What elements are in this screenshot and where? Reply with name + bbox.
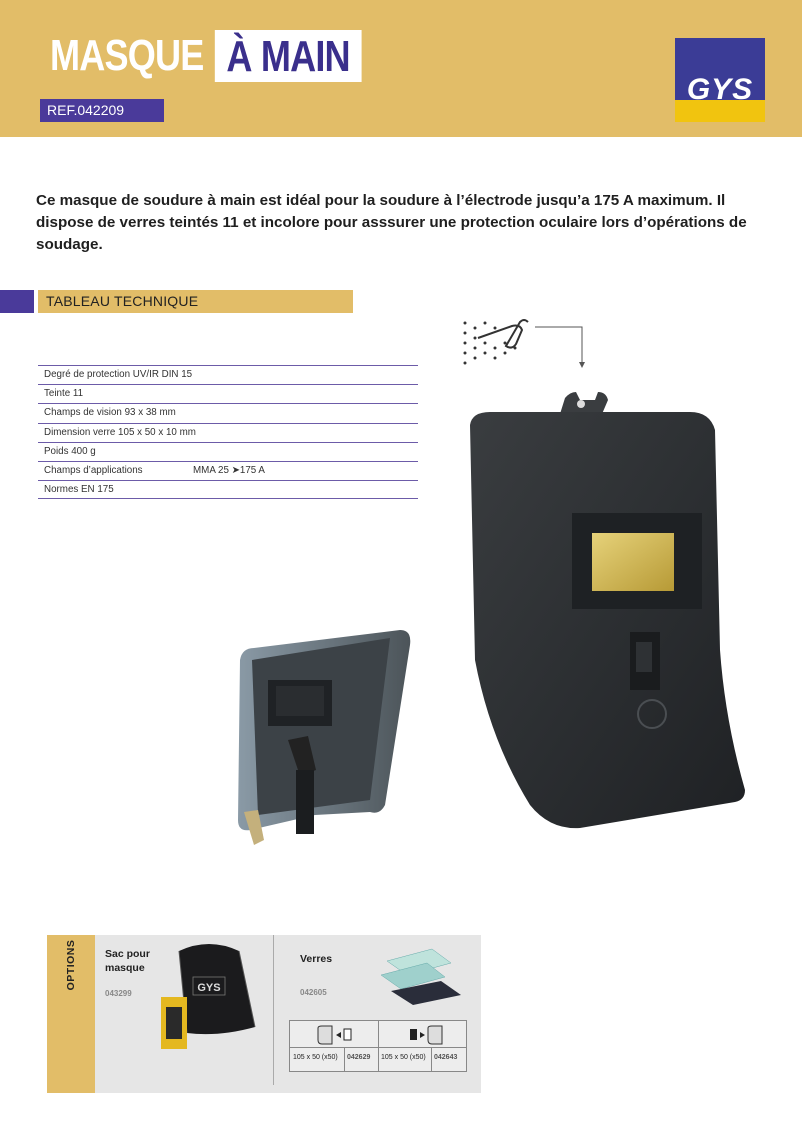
options-tab	[47, 935, 95, 1093]
options-divider	[273, 935, 274, 1085]
sac-name: Sac pour masque	[105, 948, 150, 974]
verres-size: 105 x 50 (x50)	[293, 1054, 338, 1061]
verres-size: 105 x 50 (x50)	[381, 1054, 426, 1061]
bag-image	[159, 941, 259, 1049]
section-title: TABLEAU TECHNIQUE	[38, 290, 353, 313]
glass-insert-icon	[314, 1024, 356, 1046]
reference-badge: REF.042209	[40, 99, 164, 122]
section-marker	[0, 290, 34, 313]
spec-row: Degré de protection UV/IR DIN 15	[38, 365, 418, 384]
gys-logo	[675, 38, 765, 122]
gys-logo-text: GYS	[686, 73, 754, 106]
spec-row: Dimension verre 105 x 50 x 10 mm	[38, 423, 418, 442]
options-label: OPTIONS	[65, 939, 77, 991]
verres-cell-ref: 042629	[347, 1054, 371, 1061]
glass-insert-icon-2	[408, 1024, 450, 1046]
svg-text:GYS: GYS	[197, 982, 221, 994]
spec-row: Teinte 11	[38, 384, 418, 403]
page-title	[50, 30, 361, 82]
spec-row: Champs de vision 93 x 38 mm	[38, 403, 418, 422]
title-part2: À MAIN	[215, 30, 361, 82]
spec-row: Poids 400 g	[38, 442, 418, 461]
spec-row: Normes EN 175	[38, 480, 418, 499]
glass-plates-image	[377, 947, 467, 1007]
hook-icon	[464, 320, 586, 368]
spec-row: Champs d’applications MMA 25 ➤175 A	[38, 461, 418, 480]
spec-value: MMA 25 ➤175 A	[193, 464, 265, 476]
title-part1: MASQUE	[50, 31, 204, 80]
verres-cell-ref: 042643	[434, 1054, 458, 1061]
mask-side	[238, 630, 410, 845]
sac-ref: 043299	[105, 989, 132, 998]
product-image	[220, 300, 760, 860]
verres-ref: 042605	[300, 988, 327, 997]
header-band	[0, 0, 802, 137]
mask-front	[470, 392, 745, 828]
verres-name: Verres	[300, 953, 333, 965]
options-panel	[47, 935, 481, 1093]
product-description: Ce masque de soudure à main est idéal pour la soudure à l’électrode jusqu’a 175 A maximum. Il dispose de verres teintés 11 et incolore pour asssurer une protection oculaire lors d’opérations de soudage.	[36, 192, 747, 253]
verres-table	[289, 1020, 467, 1072]
